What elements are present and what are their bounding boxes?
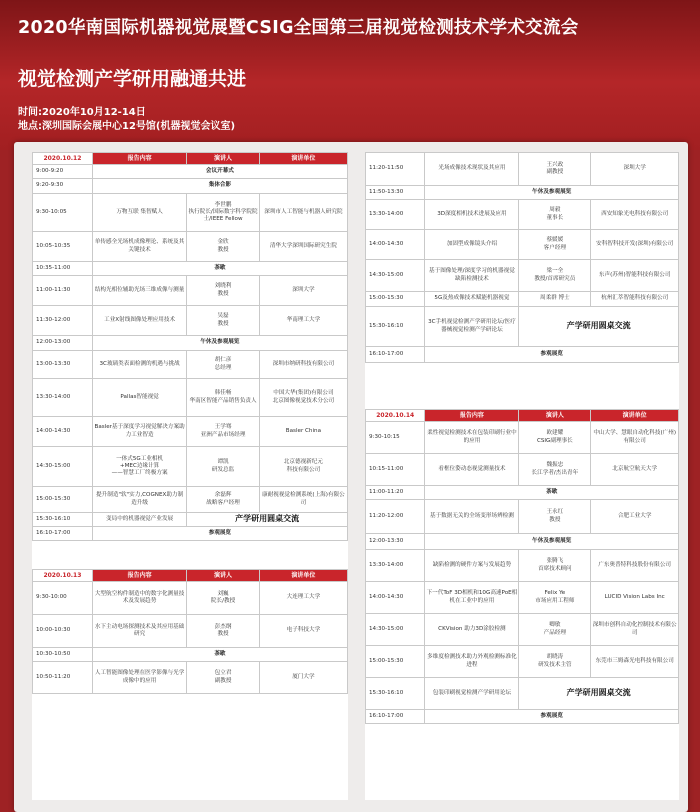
schedule-row [33, 527, 348, 541]
session-time: 16:10-17:00 [366, 710, 425, 724]
session-break-label: 茶歇 [92, 262, 347, 276]
day2-table [32, 569, 348, 694]
session-break-label: 会议开幕式 [92, 165, 347, 179]
schedule-row [366, 582, 679, 614]
session-speaker: 张腾飞 首席技术顾问 [519, 550, 591, 582]
schedule-row [366, 550, 679, 582]
session-break-label: 参观展览 [92, 527, 347, 541]
date-label: 2020.10.13 [33, 570, 93, 582]
schedule-column-right [365, 152, 679, 800]
session-time: 11:20-11:50 [366, 153, 425, 186]
session-unit: 东莞市三姆森光电科技有限公司 [591, 646, 679, 678]
section-gap [32, 541, 348, 569]
session-topic: 光场成像技术现状及其应用 [425, 153, 519, 186]
schedule-row [33, 513, 348, 527]
session-unit: 深圳市人工智能与机器人研究院 [259, 194, 347, 232]
session-speaker: 彭杰纲 教授 [187, 615, 259, 648]
session-time: 9:00-9:20 [33, 165, 93, 179]
session-time: 12:00-13:30 [366, 534, 425, 550]
schedule-row [366, 454, 679, 486]
column-header-speaker: 演讲人 [519, 410, 591, 422]
schedule-board [14, 142, 688, 812]
session-time: 9:30-10:15 [366, 422, 425, 454]
session-topic: 多维度检测技术助力外观检测标准化进程 [425, 646, 519, 678]
session-unit: 电子科技大学 [259, 615, 347, 648]
schedule-row [33, 487, 348, 513]
session-speaker: 胡仁彦 总经理 [187, 351, 259, 379]
schedule-row [366, 486, 679, 500]
column-header-speaker: 演讲人 [187, 153, 259, 165]
session-topic: 单传感全光场机成像理论、系统及其关键技术 [92, 232, 187, 262]
session-speaker: 余磊辉 战略客户经理 [187, 487, 259, 513]
session-topic: 万物互联 集智赋人 [92, 194, 187, 232]
session-break-label: 参观展览 [425, 710, 679, 724]
session-time: 16:10-17:00 [366, 347, 425, 363]
column-header-topic: 报告内容 [92, 570, 187, 582]
session-time: 11:20-12:00 [366, 500, 425, 534]
session-speaker: Felix Ye 市场应用工程师 [519, 582, 591, 614]
session-break-label: 午休及参观展览 [92, 336, 347, 351]
session-speaker: 王兴政 副教授 [519, 153, 591, 186]
session-time: 10:00-10:30 [33, 615, 93, 648]
session-unit: 安科智科技开发(深圳)有限公司 [591, 230, 679, 260]
session-speaker: 吴磊 教授 [187, 306, 259, 336]
session-time: 16:10-17:00 [33, 527, 93, 541]
roundtable-label: 产学研用圆桌交流 [519, 678, 679, 710]
session-time: 9:30-10:00 [33, 582, 93, 615]
session-topic: Pallas智能视觉 [92, 379, 187, 417]
schedule-row [366, 614, 679, 646]
session-topic: 看框位姿动态视觉测量技术 [425, 454, 519, 486]
session-topic: 水下主动电场探测技术及其应用基础研究 [92, 615, 187, 648]
session-speaker: 王学骞 亚洲产品市场经理 [187, 417, 259, 447]
schedule-row [366, 710, 679, 724]
session-break-label: 参观展览 [425, 347, 679, 363]
session-unit: 康耐视视觉检测系统(上海)有限公司 [259, 487, 347, 513]
session-time: 11:50-13:30 [366, 186, 425, 200]
session-speaker: 王永红 教授 [519, 500, 591, 534]
schedule-row [366, 200, 679, 230]
schedule-row [366, 186, 679, 200]
column-header-topic: 报告内容 [425, 410, 519, 422]
schedule-row [33, 276, 348, 306]
schedule-row [366, 260, 679, 292]
session-unit: 大连理工大学 [259, 582, 347, 615]
schedule-row [366, 153, 679, 186]
session-time: 10:30-10:50 [33, 648, 93, 662]
session-speaker: 胡晓涛 研发技术主管 [519, 646, 591, 678]
schedule-row [366, 534, 679, 550]
session-time: 14:30-15:00 [366, 260, 425, 292]
session-unit: 深圳市纳研科技有限公司 [259, 351, 347, 379]
session-time: 10:05-10:35 [33, 232, 93, 262]
session-time: 15:00-15:30 [366, 292, 425, 307]
session-unit: 清华大学深圳国际研究生院 [259, 232, 347, 262]
session-speaker: 魏振忠 长江学者/杰出青年 [519, 454, 591, 486]
session-unit: 北京航空航天大学 [591, 454, 679, 486]
schedule-row [366, 646, 679, 678]
schedule-row [366, 292, 679, 307]
column-header-unit: 演讲单位 [591, 410, 679, 422]
schedule-row [33, 615, 348, 648]
session-speaker: 蔡媛媛 客户经理 [519, 230, 591, 260]
schedule-row [366, 500, 679, 534]
schedule-row [33, 582, 348, 615]
table-header-row [33, 570, 348, 582]
session-time: 9:20-9:30 [33, 179, 93, 194]
roundtable-label: 产学研用圆桌交流 [187, 513, 348, 527]
session-topic: 基于数据无关的全场变形场辨检测 [425, 500, 519, 534]
column-header-speaker: 演讲人 [187, 570, 259, 582]
session-break-label: 午休及参观展览 [425, 186, 679, 200]
schedule-row [366, 422, 679, 454]
session-topic: 基于图像处理/深度学习的机器视觉缺陷检测技术 [425, 260, 519, 292]
schedule-row [33, 165, 348, 179]
table-header-row [366, 410, 679, 422]
session-speaker: 欧建耀 CSIG副理事长 [519, 422, 591, 454]
session-time: 14:30-15:00 [33, 447, 93, 487]
schedule-row [33, 194, 348, 232]
session-topic: 提升制造"软"实力,COGNEX助力制造升级 [92, 487, 187, 513]
schedule-row [33, 179, 348, 194]
schedule-row [33, 306, 348, 336]
session-topic: 变局中的机器视觉产业发展 [92, 513, 187, 527]
session-time: 15:00-15:30 [33, 487, 93, 513]
schedule-row [33, 379, 348, 417]
session-time: 13:30-14:00 [366, 550, 425, 582]
session-topic: Basler基于深度学习视觉解决方案助力工业智造 [92, 417, 187, 447]
session-topic: 3C手机视觉检测产学研用论坛/医疗器械视觉检测产学研论坛 [425, 307, 519, 347]
session-topic: 人工智能图像处理在医学影像与光学成像中的应用 [92, 662, 187, 694]
session-unit: 华南理工大学 [259, 306, 347, 336]
day1-table [32, 152, 348, 541]
session-speaker: 谭凯 研发总监 [187, 447, 259, 487]
session-topic: 大型航空构件制造中的数字化测量技术及发展趋势 [92, 582, 187, 615]
session-speaker: 梁一全 教授/首席研究员 [519, 260, 591, 292]
date-label: 2020.10.14 [366, 410, 425, 422]
session-break-label: 午休及参观展览 [425, 534, 679, 550]
session-topic: CKVision 助力3D涂胶检测 [425, 614, 519, 646]
session-speaker: 卿敏 产品经理 [519, 614, 591, 646]
session-unit: Basler China [259, 417, 347, 447]
schedule-row [33, 336, 348, 351]
day2b-grid [365, 152, 679, 363]
session-time: 14:00-14:30 [33, 417, 93, 447]
schedule-row [33, 262, 348, 276]
event-time: 时间:2020年10月12-14日 [18, 107, 146, 118]
session-time: 11:00-11:30 [33, 276, 93, 306]
session-speaker: 周毅 董事长 [519, 200, 591, 230]
session-topic: 3D深度相机技术进展及应用 [425, 200, 519, 230]
session-break-label: 茶歇 [425, 486, 679, 500]
session-unit: 深圳大学 [591, 153, 679, 186]
session-speaker: 韩佳畅 华南区智能产品销售负责人 [187, 379, 259, 417]
column-header-topic: 报告内容 [92, 153, 187, 165]
session-unit: LUCID Vision Labs Inc [591, 582, 679, 614]
date-label: 2020.10.12 [33, 153, 93, 165]
session-time: 14:30-15:00 [366, 614, 425, 646]
session-speaker: 刘巍 院长/教授 [187, 582, 259, 615]
column-header-unit: 演讲单位 [259, 153, 347, 165]
schedule-row [366, 347, 679, 363]
session-unit: 东声(苏州)智能科技有限公司 [591, 260, 679, 292]
event-title: 2020华南国际机器视觉展暨CSIG全国第三届视觉检测技术学术交流会 [18, 18, 579, 38]
schedule-row [33, 447, 348, 487]
session-topic: 3C玻璃类表面检测的机遇与挑战 [92, 351, 187, 379]
schedule-row [33, 232, 348, 262]
session-topic: 一体式5G工业相机 +MEC边缘计算 ——智慧工厂终极方案 [92, 447, 187, 487]
session-unit: 杭州汇萃智能科技有限公司 [591, 292, 679, 307]
schedule-row [33, 417, 348, 447]
session-unit: 深圳大学 [259, 276, 347, 306]
session-time: 15:30-16:10 [33, 513, 93, 527]
session-time: 10:15-11:00 [366, 454, 425, 486]
table-header-row [33, 153, 348, 165]
session-time: 13:00-13:30 [33, 351, 93, 379]
schedule-row [33, 351, 348, 379]
day1-grid [32, 152, 348, 541]
session-topic: 工业X射线图像处理应用技术 [92, 306, 187, 336]
day3-grid [365, 409, 679, 724]
session-time: 14:00-14:30 [366, 582, 425, 614]
session-topic: 缺陷检测的硬件方案与发展趋势 [425, 550, 519, 582]
day2-grid [32, 569, 348, 694]
session-topic: 包装印刷视觉检测产学研用论坛 [425, 678, 519, 710]
session-time: 15:30-16:10 [366, 678, 425, 710]
session-time: 15:30-16:10 [366, 307, 425, 347]
schedule-row [366, 678, 679, 710]
session-unit: 厦门大学 [259, 662, 347, 694]
session-break-label: 茶歇 [92, 648, 347, 662]
schedule-row [33, 662, 348, 694]
session-speaker: 刘晓利 教授 [187, 276, 259, 306]
session-topic: 结构光相位辅助光场三维成像与测量 [92, 276, 187, 306]
day3-table [365, 409, 679, 724]
session-unit: 深圳市创科自动化控制技术有限公司 [591, 614, 679, 646]
roundtable-label: 产学研用圆桌交流 [519, 307, 679, 347]
session-time: 10:50-11:20 [33, 662, 93, 694]
session-time: 14:00-14:30 [366, 230, 425, 260]
session-time: 10:35-11:00 [33, 262, 93, 276]
session-speaker: 李世鹏 执行院长/国际数字科学院院士/IEEE Fellow [187, 194, 259, 232]
schedule-row [33, 648, 348, 662]
session-unit: 西安知象光电科技有限公司 [591, 200, 679, 230]
event-subtitle: 视觉检测产学研用融通共进 [18, 68, 247, 90]
session-time: 11:30-12:00 [33, 306, 93, 336]
session-unit: 北京德视新纪元 科技有限公司 [259, 447, 347, 487]
session-topic: 下一代ToF 3D相机和10G高速PoE相机在工业中的应用 [425, 582, 519, 614]
session-topic: 柔性视觉检测技术在包装印刷行业中的应用 [425, 422, 519, 454]
session-time: 13:30-14:00 [33, 379, 93, 417]
session-time: 9:30-10:05 [33, 194, 93, 232]
column-header-unit: 演讲单位 [259, 570, 347, 582]
session-break-label: 集体合影 [92, 179, 347, 194]
schedule-column-left [32, 152, 348, 800]
day2-continued-table [365, 152, 679, 363]
session-unit: 广东奥普特科技股份有限公司 [591, 550, 679, 582]
session-topic: 5G及热成像技术赋能机器视觉 [425, 292, 519, 307]
session-time: 13:30-14:00 [366, 200, 425, 230]
schedule-row [366, 307, 679, 347]
session-speaker: 包立君 副教授 [187, 662, 259, 694]
session-time: 12:00-13:00 [33, 336, 93, 351]
event-place: 地点:深圳国际会展中心12号馆(机器视觉会议室) [18, 121, 236, 132]
session-time: 11:00-11:20 [366, 486, 425, 500]
session-unit: 中国大华(集团)有限公司 北京图像视觉技术分公司 [259, 379, 347, 417]
session-time: 15:00-15:30 [366, 646, 425, 678]
section-gap [365, 363, 679, 409]
session-speaker: 金欣 教授 [187, 232, 259, 262]
session-speaker: 周柔群 博士 [519, 292, 591, 307]
session-topic: 加固型成像镜头介绍 [425, 230, 519, 260]
session-unit: 合肥工业大学 [591, 500, 679, 534]
schedule-row [366, 230, 679, 260]
session-unit: 中山大学、慧眼自动化科技(广州)有限公司 [591, 422, 679, 454]
